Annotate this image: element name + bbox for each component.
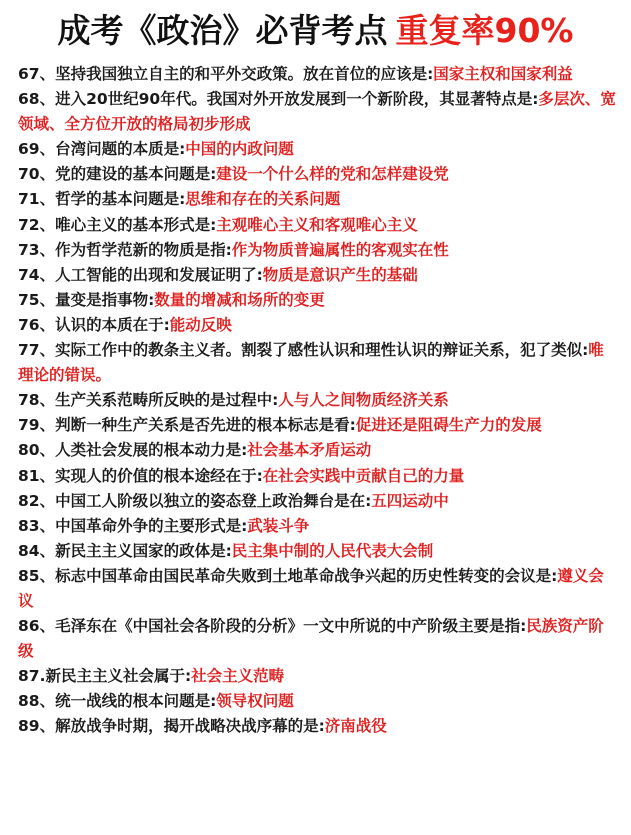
item-question: 85、标志中国革命由国民革命失败到土地革命战争兴起的历史性转变的会议是: (18, 566, 558, 585)
list-item (18, 263, 616, 288)
list-item (18, 313, 616, 338)
question-list (18, 62, 616, 740)
item-answer: 民族资产阶级 (18, 617, 604, 661)
item-question: 73、作为哲学范新的物质是指: (18, 240, 232, 259)
item-answer: 武装斗争 (247, 516, 310, 535)
title-highlight: 重复率90% (395, 11, 574, 50)
item-question: 74、人工智能的出现和发展证明了: (18, 265, 263, 284)
item-question: 79、判断一种生产关系是否先进的根本标志是看: (18, 416, 356, 435)
item-question: 88、统一战线的根本问题是: (18, 692, 217, 711)
item-answer: 领导权问题 (216, 692, 294, 711)
item-question: 86、毛泽东在《中国社会各阶段的分析》一文中所说的中产阶级主要是指: (18, 617, 527, 636)
list-item (18, 614, 616, 664)
list-item (18, 413, 616, 438)
item-answer: 促进还是阻碍生产力的发展 (355, 416, 542, 435)
item-answer: 多层次、宽领域、全方位开放的格局初步形成 (18, 90, 616, 134)
item-answer: 在社会实践中贡献自己的力量 (262, 466, 465, 485)
page-title (0, 6, 631, 56)
item-question: 78、生产关系范畴所反映的是过程中: (18, 391, 279, 410)
list-item (18, 213, 616, 238)
item-answer: 主观唯心主义和客观唯心主义 (216, 215, 418, 234)
list-item (18, 388, 616, 413)
item-answer: 物质是意识产生的基础 (262, 265, 418, 284)
item-question: 67、坚持我国独立自主的和平外交政策。放在首位的应该是: (18, 65, 434, 83)
list-item (18, 464, 616, 489)
item-answer: 中国的内政问题 (185, 140, 294, 159)
item-question: 68、进入20世纪90年代。我国对外开放发展到一个新阶段，其显著特点是: (18, 90, 539, 109)
list-item (18, 288, 616, 313)
item-answer: 五四运动中 (371, 491, 449, 510)
item-answer: 遵义会议 (18, 566, 604, 610)
item-question: 83、中国革命外争的主要形式是: (18, 516, 248, 535)
item-question: 69、台湾问题的本质是: (18, 140, 186, 159)
item-answer: 社会主义范畴 (191, 667, 285, 686)
item-question: 89、解放战争时期，揭开战略决战序幕的是: (18, 717, 325, 736)
item-question: 82、中国工人阶级以独立的姿态登上政治舞台是在: (18, 491, 372, 510)
list-item (18, 539, 616, 564)
list-item (18, 438, 616, 463)
list-item (18, 514, 616, 539)
item-question: 81、实现人的价值的根本途经在于: (18, 466, 263, 485)
item-question: 80、人类社会发展的根本动力是: (18, 441, 248, 460)
item-question: 71、哲学的基本问题是: (18, 190, 186, 209)
list-item (18, 87, 616, 137)
item-answer: 济南战役 (324, 717, 387, 736)
item-question: 77、实际工作中的教条主义者。割裂了感性认识和理性认识的辩证关系，犯了类似: (18, 341, 589, 360)
list-item (18, 689, 616, 714)
item-answer: 作为物质普遍属性的客观实在性 (231, 240, 449, 259)
list-item (18, 187, 616, 212)
item-answer: 人与人之间物质经济关系 (278, 391, 449, 410)
item-question: 84、新民主主义国家的政体是: (18, 541, 232, 560)
item-question: 87.新民主主义社会属于: (18, 667, 192, 686)
list-item (18, 564, 616, 614)
list-item (18, 714, 616, 739)
list-item (18, 137, 616, 162)
item-answer: 唯理论的错误。 (18, 341, 604, 385)
item-answer: 建设一个什么样的党和怎样建设党 (216, 165, 449, 184)
item-answer: 民主集中制的人民代表大会制 (231, 541, 434, 560)
list-item (18, 664, 616, 689)
item-answer: 国家主权和国家利益 (433, 65, 573, 83)
item-question: 72、唯心主义的基本形式是: (18, 215, 217, 234)
list-item (18, 489, 616, 514)
item-answer: 社会基本矛盾运动 (247, 441, 372, 460)
item-question: 70、党的建设的基本问题是: (18, 165, 217, 184)
list-item (18, 62, 616, 87)
title-main: 成考《政治》必背考点 (57, 11, 388, 50)
item-question: 76、认识的本质在于: (18, 315, 170, 334)
list-item (18, 338, 616, 388)
list-item (18, 238, 616, 263)
item-answer: 思维和存在的关系问题 (185, 190, 341, 209)
item-question: 75、量变是指事物: (18, 290, 155, 309)
list-item (18, 162, 616, 187)
item-answer: 数量的增减和场所的变更 (154, 290, 325, 309)
item-answer: 能动反映 (169, 315, 232, 334)
